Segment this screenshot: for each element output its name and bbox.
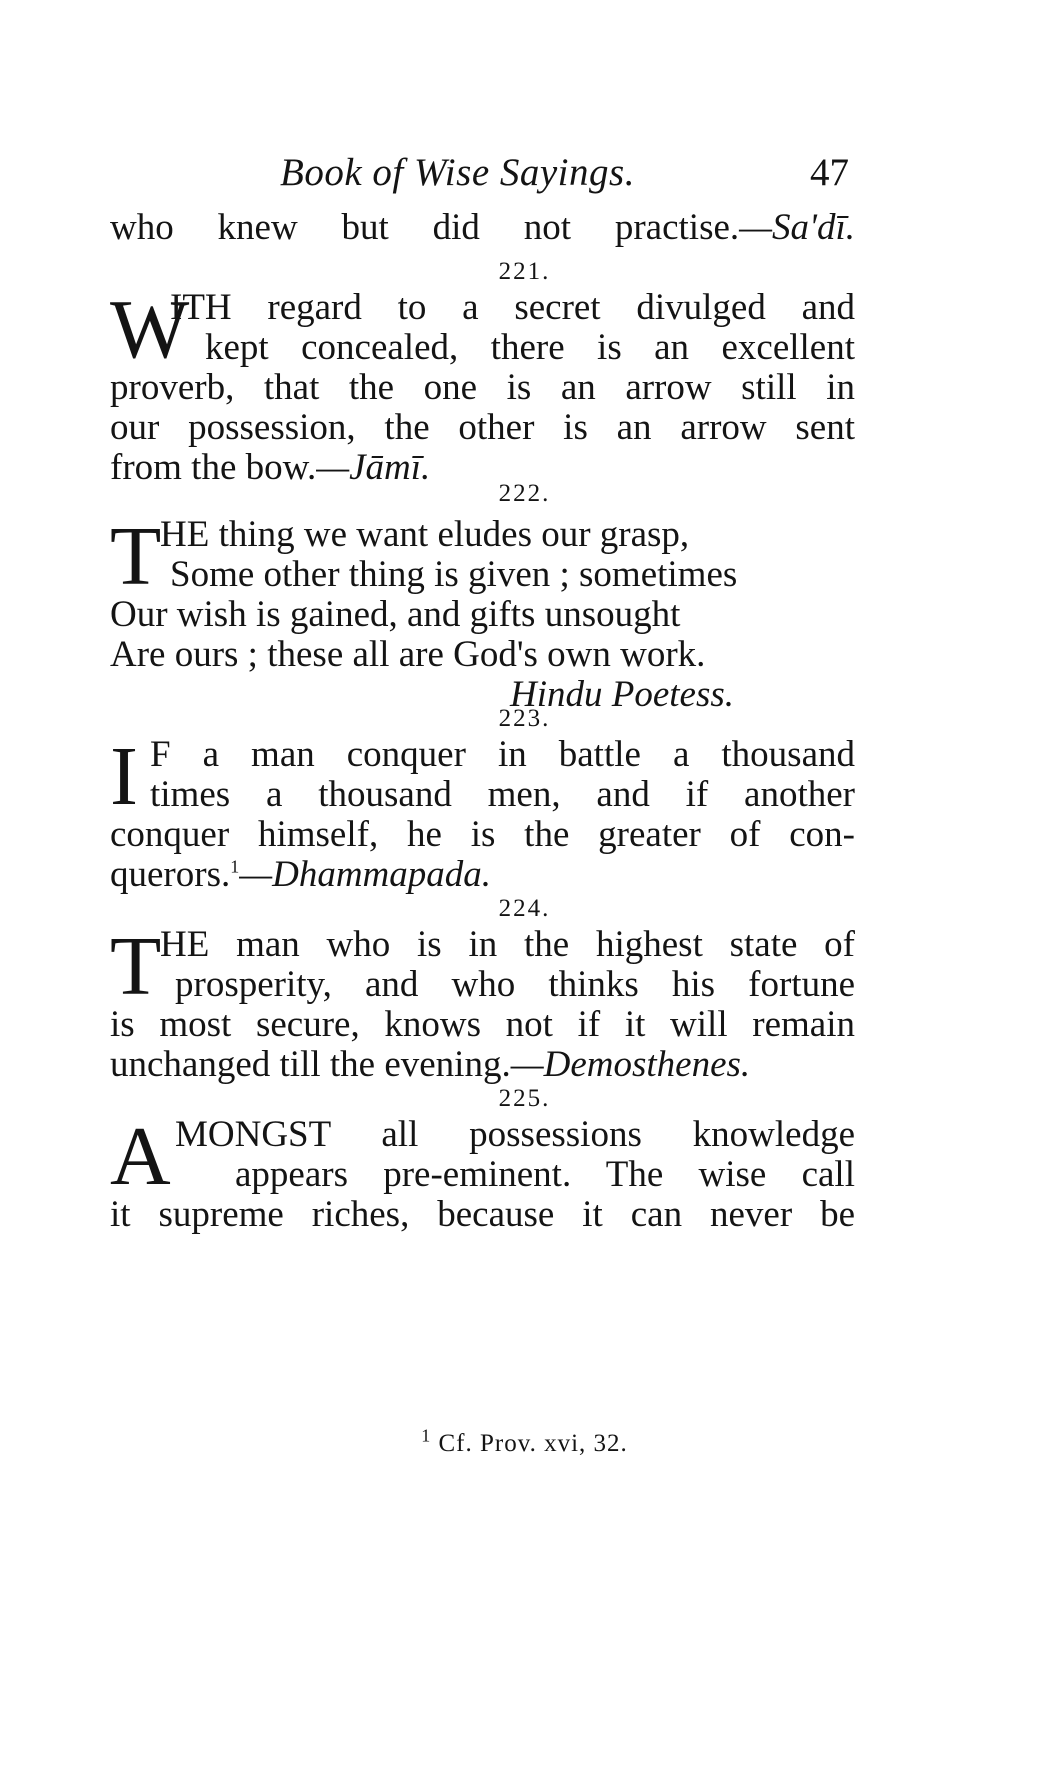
saying-221 <box>110 283 855 488</box>
continuation-line <box>110 208 855 248</box>
attribution: —Jāmī. <box>316 447 431 488</box>
text-line: proverb, that the one is an arrow still in <box>110 367 855 408</box>
drop-cap: I <box>110 730 138 823</box>
text-line: ITH regard to a secret divulged and <box>170 287 855 328</box>
text-line: our possession, the other is an arrow sent <box>110 407 855 448</box>
drop-cap: A <box>110 1110 171 1203</box>
running-title: Book of Wise Sayings. <box>280 151 635 194</box>
text-line: from the bow. <box>110 447 317 488</box>
text-line: kept concealed, there is an excellent <box>205 327 855 368</box>
footnote-marker: 1 <box>230 856 240 877</box>
entry-number: 223. <box>498 705 551 732</box>
attribution: —Dhammapada. <box>239 854 492 895</box>
text-line: prosperity, and who thinks his fortune <box>175 964 855 1005</box>
text-line: MONGST all possessions knowledge <box>175 1114 855 1155</box>
verse-line: HE thing we want eludes our grasp, <box>160 514 690 555</box>
attribution: —Demosthenes. <box>510 1044 751 1085</box>
text-line: is most secure, knows not if it will remain <box>110 1004 855 1045</box>
page-number: 47 <box>810 151 849 194</box>
entry-number: 221. <box>498 258 551 285</box>
drop-cap: W <box>110 283 190 376</box>
text-line: conquer himself, he is the greater of con- <box>110 814 855 855</box>
text-line: HE man who is in the highest state of <box>160 924 855 965</box>
entry-number: 224. <box>498 895 551 922</box>
verse-line: Are ours ; these all are God's own work. <box>110 634 706 675</box>
text-line: appears pre-eminent. The wise call <box>235 1154 855 1195</box>
text-line: F a man conquer in battle a thousand <box>150 734 855 775</box>
footnote-marker: 1 <box>421 1425 432 1446</box>
saying-222 <box>110 510 855 715</box>
text-line: it supreme riches, because it can never be <box>110 1194 855 1235</box>
footnote <box>0 1425 1049 1458</box>
verse-line: Our wish is gained, and gifts unsought <box>110 594 681 635</box>
drop-cap: T <box>110 920 162 1013</box>
saying-223 <box>110 730 855 895</box>
saying-224 <box>110 920 855 1085</box>
attribution: Hindu Poetess. <box>510 674 735 715</box>
saying-225 <box>110 1110 855 1235</box>
text-line: unchanged till the evening. <box>110 1044 511 1085</box>
continuation-text: who knew but did not practise. <box>110 207 740 248</box>
drop-cap: T <box>110 510 162 603</box>
text-line: times a thousand men, and if another <box>150 774 855 815</box>
text-line: querors. <box>110 854 231 895</box>
entry-number: 225. <box>498 1085 551 1112</box>
verse-line: Some other thing is given ; sometimes <box>170 554 738 595</box>
entry-number: 222. <box>498 480 551 507</box>
attribution: —Sa'dī. <box>739 207 855 248</box>
footnote-text: Cf. Prov. xvi, 32. <box>438 1430 628 1457</box>
